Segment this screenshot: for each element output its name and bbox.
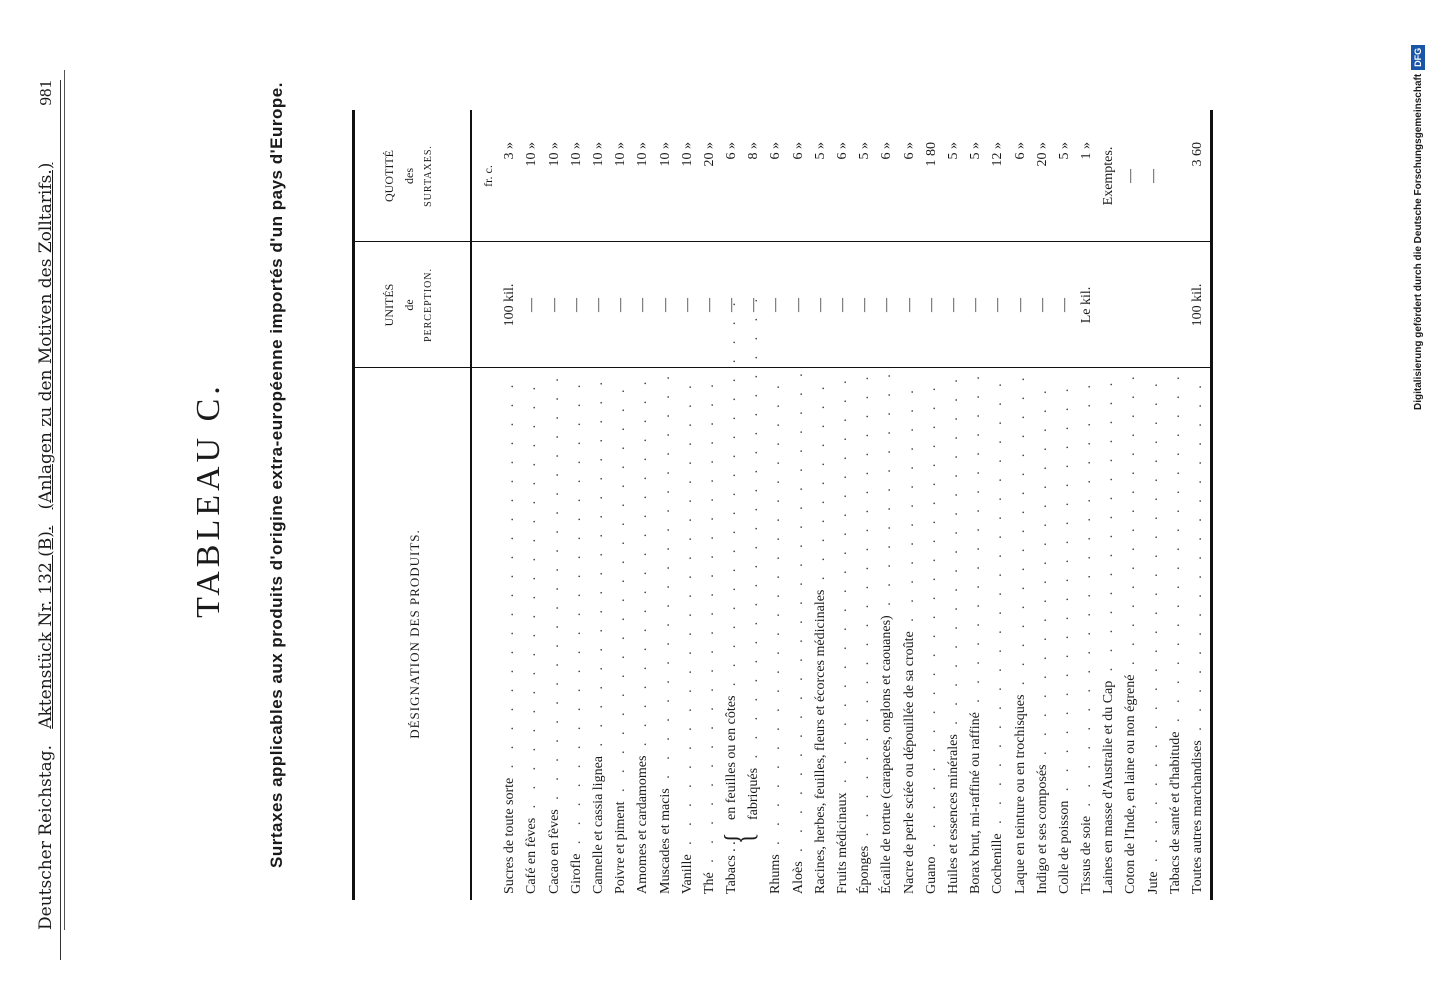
row-quota: Exemptes. — [1101, 146, 1117, 206]
row-unit: — — [901, 298, 917, 312]
row-quota: 6 » — [901, 142, 917, 160]
table-row — [632, 110, 654, 900]
table-row — [743, 110, 765, 900]
row-unit: — — [879, 298, 895, 312]
row-quota: 1 80 — [923, 142, 939, 167]
row-unit: — — [657, 298, 673, 312]
row-designation: Guano . . . — [921, 374, 943, 894]
row-designation: Fruits médicinaux . . . — [832, 374, 854, 894]
row-quota: 5 » — [857, 142, 873, 160]
row-quota: 3 60 — [1190, 142, 1205, 167]
row-quota: 20 » — [1034, 142, 1050, 167]
row-unit: — — [835, 298, 850, 312]
table-row — [544, 110, 566, 900]
row-designation: Jute . . . — [1143, 374, 1165, 894]
row-quota: 1 » — [1079, 142, 1095, 160]
row-designation: Café en fèves . . . — [521, 374, 543, 894]
row-designation: Nacre de perle sciée ou dépouillée de sa croûte . . . — [899, 374, 921, 894]
surtaxes-table — [352, 110, 1213, 900]
row-designation: Aloès . . . — [788, 374, 810, 894]
row-unit: — — [1012, 298, 1028, 312]
row-unit: — — [701, 298, 717, 312]
margin-rule — [60, 80, 62, 960]
row-designation: Colle de poisson . . . — [1054, 374, 1076, 894]
row-designation: Sucres de toute sorte . . . — [499, 374, 521, 894]
row-unit: — — [635, 298, 651, 312]
row-designation: Toutes autres marchandises . . . — [1187, 374, 1209, 894]
row-quota: 5 » — [968, 142, 984, 160]
table-row — [610, 110, 632, 900]
header-reichstag: Deutscher Reichstag. — [36, 745, 56, 930]
header-quotite: QUOTITÉ des SURTAXES. — [382, 145, 434, 207]
row-unit: — — [724, 298, 740, 312]
row-designation: fabriqués . . . — [743, 300, 765, 820]
row-designation: Coton de l'Inde, en laine ou non égrené . . . — [1120, 374, 1142, 894]
table-row — [876, 110, 898, 900]
row-quota: 10 » — [524, 142, 540, 167]
row-quota: 5 » — [812, 142, 828, 160]
row-designation: Cacao en fèves . . . — [544, 374, 566, 894]
table-row — [921, 110, 943, 900]
row-quota: 10 » — [679, 142, 695, 167]
header-anlagen: (Anlagen zu den Motiven des Zolltarifs.) — [36, 162, 56, 510]
row-unit: — — [524, 298, 540, 312]
row-unit: — — [568, 298, 584, 312]
table-row — [987, 110, 1009, 900]
row-quota: 6 » — [724, 142, 740, 160]
row-quota: 6 » — [879, 142, 895, 160]
table-row — [1165, 110, 1187, 900]
row-quota: 6 » — [1012, 142, 1028, 160]
row-designation: Tabacs de santé et d'habitude . . . — [1165, 374, 1187, 894]
table-row — [588, 110, 610, 900]
table-row — [1187, 110, 1209, 900]
table-row — [765, 110, 787, 900]
row-quota: — — [1145, 169, 1161, 183]
row-quota: 5 » — [945, 142, 961, 160]
row-quota: 10 » — [590, 142, 606, 167]
row-designation: Muscades et macis . . . — [655, 374, 677, 894]
row-unit: — — [812, 298, 828, 312]
table-row — [521, 110, 543, 900]
row-quota: 10 » — [635, 142, 651, 167]
table-row — [677, 110, 699, 900]
header-designation: DÉSIGNATION DES PRODUITS. — [355, 367, 470, 900]
row-quota: 10 » — [546, 142, 562, 167]
row-designation: en feuilles ou en côtes . . . — [721, 300, 743, 820]
row-designation: Indigo et ses composés . . . — [1032, 374, 1054, 894]
row-unit: — — [923, 298, 939, 312]
table-row — [854, 110, 876, 900]
brace-mark: { — [716, 832, 762, 845]
row-designation: Poivre et piment . . . — [610, 374, 632, 894]
row-unit: — — [768, 298, 784, 312]
row-designation: Éponges . . . — [854, 374, 876, 894]
dfg-sidebar — [1406, 0, 1428, 420]
header-unites: UNITÉS de PERCEPTION. — [355, 241, 470, 368]
unit-label-row — [477, 110, 499, 900]
table-row — [943, 110, 965, 900]
row-unit: — — [746, 298, 762, 312]
table-row — [810, 110, 832, 900]
page-number: 981 — [36, 80, 55, 106]
row-designation: Cannelle et cassia lignea . . . — [588, 374, 610, 894]
row-quota: 10 » — [657, 142, 673, 167]
row-unit: — — [945, 298, 961, 312]
dfg-credit: Digitalisierung gefördert durch die Deutsche ForschungsgemeinschaftDFG — [1408, 0, 1430, 410]
table-row — [1032, 110, 1054, 900]
row-quota: 6 » — [835, 142, 850, 160]
table-body — [477, 110, 1209, 900]
row-designation: Écaille de tortue (carapaces, onglons et caouanes) . . . — [876, 374, 898, 894]
row-quota: 10 » — [613, 142, 629, 167]
row-quota: 6 » — [790, 142, 806, 160]
table-row — [1076, 110, 1098, 900]
row-designation: Amomes et cardamomes . . . — [632, 374, 654, 894]
row-unit: — — [546, 298, 562, 312]
table-row — [1054, 110, 1076, 900]
row-unit: — — [613, 298, 629, 312]
table-row — [566, 110, 588, 900]
row-designation: Tissus de soie . . . — [1076, 374, 1098, 894]
row-designation: Rhums . . . — [765, 374, 787, 894]
header-aktenstueck: Aktenstück Nr. 132 (B). — [36, 525, 56, 729]
dfg-badge: DFG — [1411, 45, 1425, 70]
row-quota: 6 » — [768, 142, 784, 160]
table-row — [499, 110, 521, 900]
row-quota: 5 » — [1056, 142, 1072, 160]
table-row — [965, 110, 987, 900]
row-unit: Le kil. — [1079, 286, 1095, 324]
row-unit: — — [590, 298, 606, 312]
table-row — [1098, 110, 1120, 900]
row-quota: 20 » — [701, 142, 717, 167]
row-unit: — — [679, 298, 695, 312]
row-unit: — — [790, 298, 806, 312]
row-designation: Girofle . . . — [566, 374, 588, 894]
row-designation: Racines, herbes, feuilles, fleurs et écorces médicinales . . . — [810, 374, 832, 894]
table-row — [899, 110, 921, 900]
row-designation: Vanille . . . — [677, 374, 699, 894]
row-quota: 8 » — [746, 142, 762, 160]
row-unit: — — [1034, 298, 1050, 312]
row-designation: Thé . . . — [699, 374, 721, 894]
row-designation: Laines en masse d'Australie et du Cap . . . — [1098, 374, 1120, 894]
table-header — [355, 110, 472, 900]
table-row — [788, 110, 810, 900]
row-designation: Cochenille . . . — [987, 374, 1009, 894]
row-quota: 12 » — [990, 142, 1006, 167]
page-subtitle: Surtaxes applicables aux produits d'origine extra-européenne importés d'un pays d'Europe. — [267, 82, 286, 868]
row-unit: 100 kil. — [1190, 283, 1205, 327]
row-quota: 10 » — [568, 142, 584, 167]
header-left — [36, 163, 56, 930]
row-unit: — — [1056, 298, 1072, 312]
row-unit: — — [857, 298, 873, 312]
row-unit: 100 kil. — [502, 283, 518, 327]
currency-unit-label: fr. c. — [481, 165, 495, 187]
table-row — [699, 110, 721, 900]
page-title: TABLEAU C. — [190, 382, 227, 618]
row-prefix: Tabacs . . — [724, 841, 740, 894]
table-row — [1010, 110, 1032, 900]
row-unit: — — [968, 298, 984, 312]
row-unit: — — [990, 298, 1006, 312]
row-quota: 3 » — [502, 142, 518, 160]
table-row — [655, 110, 677, 900]
header-rule — [64, 70, 65, 930]
row-designation: Huiles et essences minérales . . . — [943, 374, 965, 894]
row-designation: Laque en teinture ou en trochisques . . . — [1010, 374, 1032, 894]
table-row — [1120, 110, 1142, 900]
table-row — [832, 110, 854, 900]
row-quota: — — [1123, 169, 1139, 183]
row-designation: Borax brut, mi-raffiné ou raffiné . . . — [965, 374, 987, 894]
table-row — [1143, 110, 1165, 900]
